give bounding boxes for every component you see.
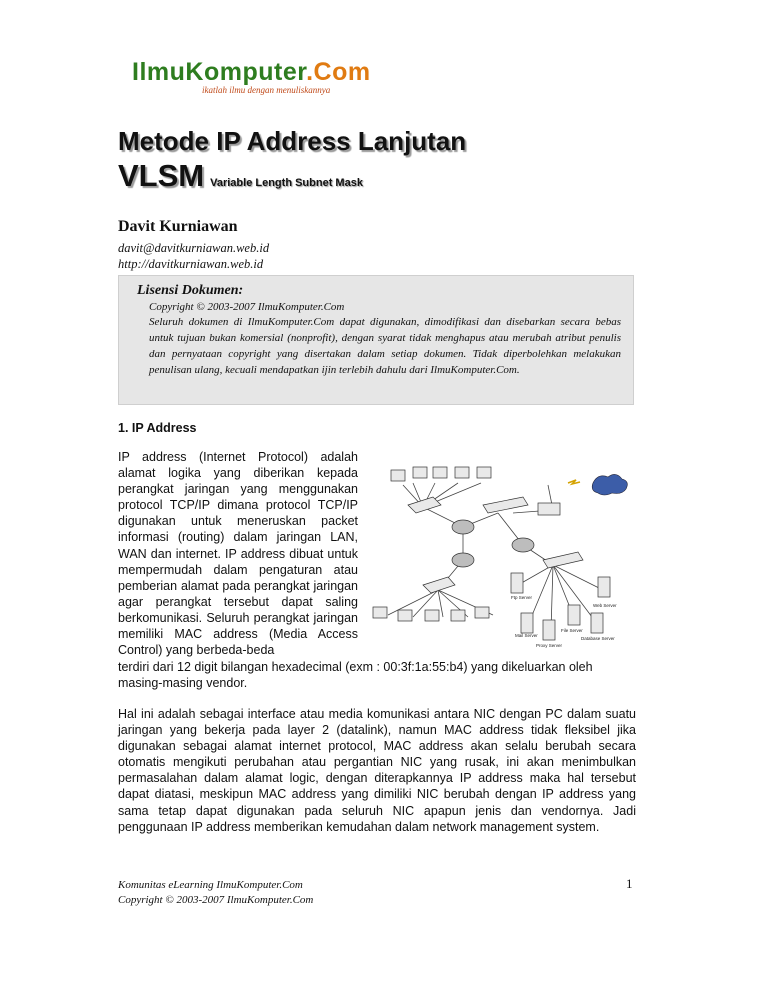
logo-wordmark: [132, 58, 371, 87]
license-copyright: Copyright © 2003-2007 IlmuKomputer.Com: [149, 301, 345, 313]
author-email: davit@davitkurniawan.web.id: [118, 241, 270, 255]
site-logo: [132, 58, 371, 95]
page-number: 1: [626, 876, 633, 891]
footer-copyright: Copyright © 2003-2007 IlmuKomputer.Com: [118, 894, 314, 906]
logo-tagline: ikatlah ilmu dengan menuliskannya: [202, 85, 331, 95]
license-box: [118, 275, 634, 405]
author-website: http://davitkurniawan.web.id: [118, 257, 264, 271]
label-ftp-server: Ftp Server: [511, 595, 533, 600]
paragraph-ip-address-cont: terdiri dari 12 digit bilangan hexadecimal (exm : 00:3f:1a:55:b4) yang dikeluarkan oleh masing-masing vendor.: [118, 660, 593, 691]
author-name: Davit Kurniawan: [118, 218, 238, 235]
label-file-server: File Server: [561, 628, 583, 633]
section-heading: 1. IP Address: [118, 421, 197, 435]
paragraph-mac-address: Hal ini adalah sebagai interface atau media komunikasi antara NIC dengan PC dalam suatu jaringan yang bekerja pada layer 2 (datalink), namun MAC address tidak fleksibel jika digunakan sebagai alamat internet protocol, MAC address akan selalu berubah secara otomatis mengikuti perubahan atau pergantian NIC yang rusak, ini akan menimbulkan permasalahan dalam alamat logic, dengan diterapkannya IP address maka hal tersebut dapat diatasi, meskipun MAC address yang dimiliki NIC berubah dengan IP address yang sama tetap dapat digunakan pada seluruh NIC apapun jenis dan vendornya. Jadi penggunaan IP address memberikan kemudahan dalam network management system.: [118, 707, 636, 834]
footer-community: Komunitas eLearning IlmuKomputer.Com: [118, 879, 303, 891]
license-title: Lisensi Dokumen:: [137, 283, 244, 298]
logo-text-main: IlmuKomputer: [132, 58, 307, 86]
title-vlsm: VLSM: [118, 158, 205, 193]
network-diagram: [363, 455, 638, 655]
document-title-vlsm: [118, 158, 363, 194]
paragraph-ip-address: IP address (Internet Protocol) adalah alamat logika yang diberikan kepada perangkat jaringan yang menggunakan protocol TCP/IP dimana protocol TCP/IP digunakan untuk meneruskan packet informasi (routing) dalam jaringan LAN, WAN dan internet. IP address dibuat untuk mempermudah dalam pengaturan atau pemberian alamat pada perangkat jaringan agar perangkat tersebut dapat saling berkomunikasi. Seluruh perangkat jaringan memiliki MAC address (Media Access Control) yang berbeda-beda: [118, 450, 358, 658]
label-web-server: Web Server: [593, 603, 617, 608]
label-database-server: Database Server: [581, 636, 615, 641]
license-body: Seluruh dokumen di IlmuKomputer.Com dapat digunakan, dimodifikasi dan disebarkan secara bebas untuk tujuan bukan komersial (nonprofit), dengan syarat tidak menghapus atau merubah atribut penulis dan pernyataan copyright yang disertakan dalam setiap dokumen. Tidak diperbolehkan melakukan penulisan ulang, kecuali mendapatkan ijin terlebih dahulu dari IlmuKomputer.Com.: [149, 316, 621, 376]
label-proxy-server: Proxy Server: [536, 643, 563, 648]
title-subtitle: Variable Length Subnet Mask: [210, 177, 363, 189]
document-title: Metode IP Address Lanjutan: [118, 126, 467, 156]
page-footer: [118, 878, 313, 908]
author-contact: [118, 240, 269, 272]
label-mail-server: Mail Server: [515, 633, 538, 638]
logo-text-com: .Com: [306, 58, 371, 86]
